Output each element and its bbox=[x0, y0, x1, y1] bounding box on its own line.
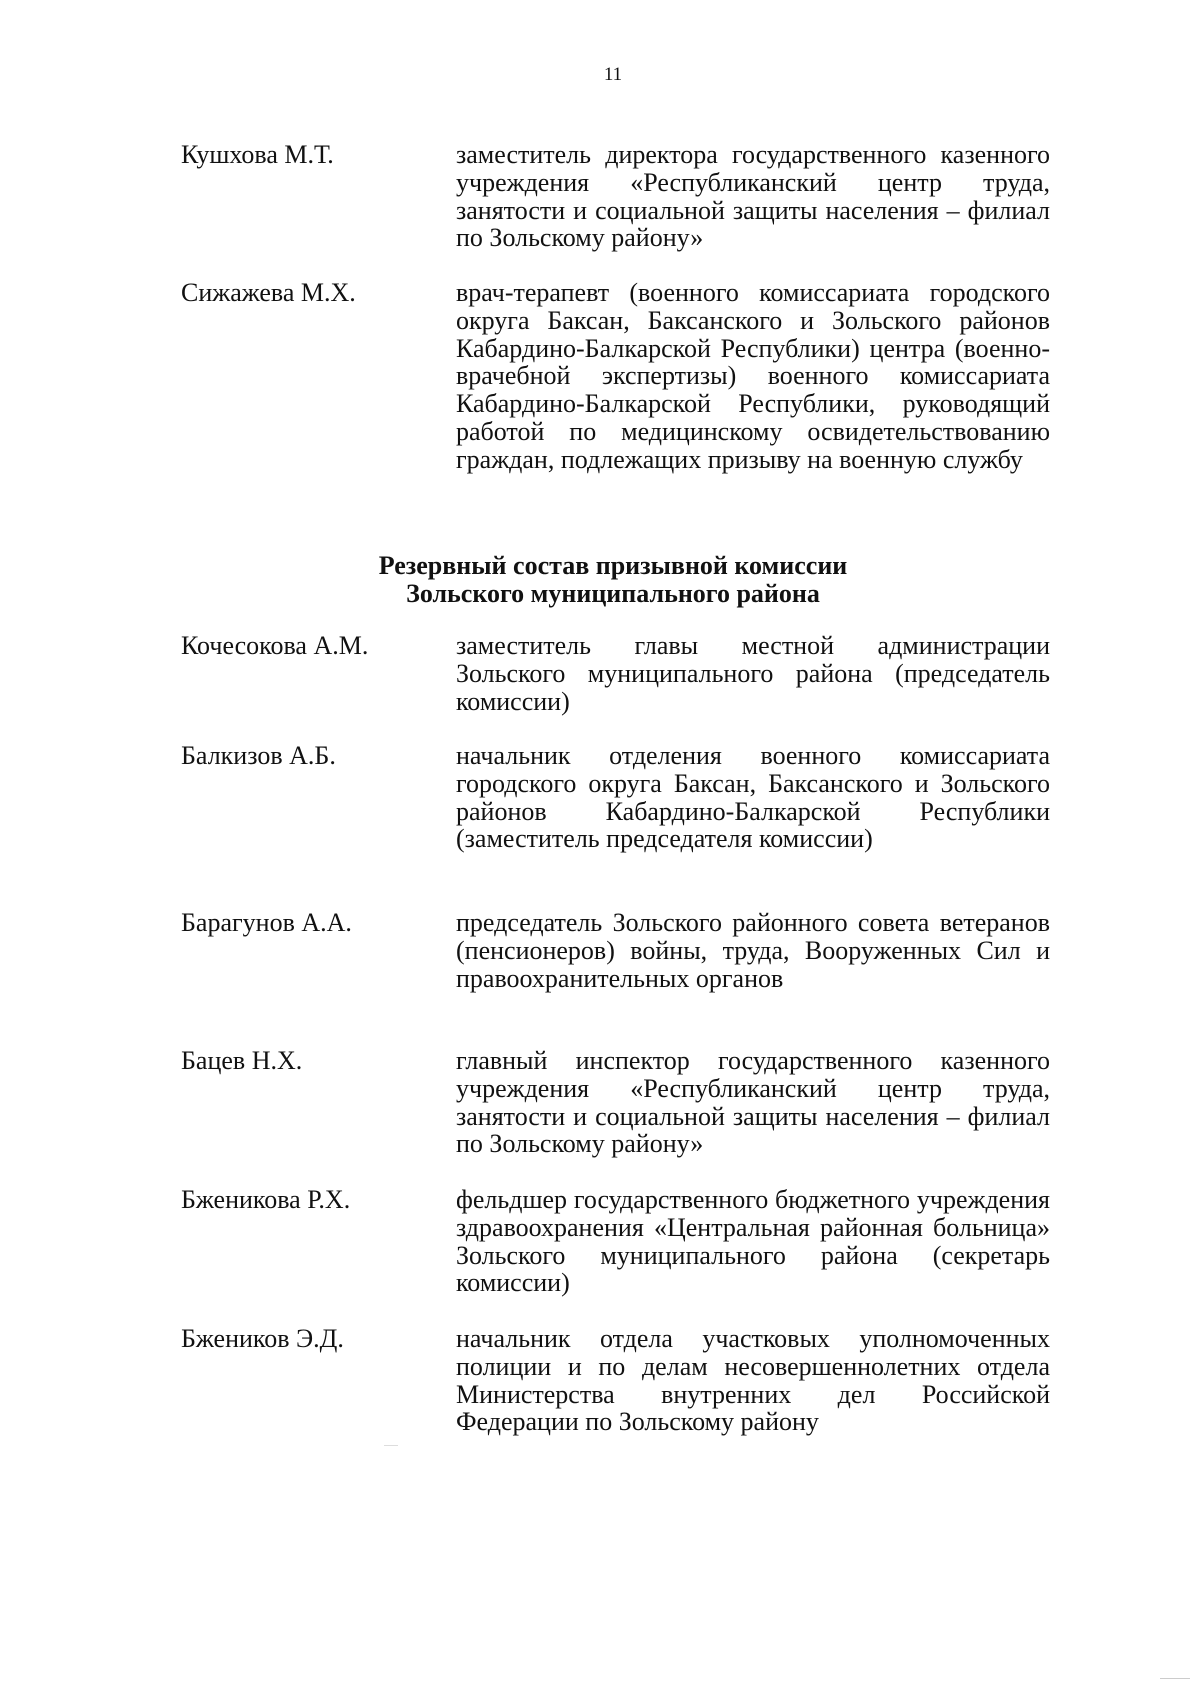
member-name: Сижажева М.Х. bbox=[181, 278, 356, 307]
member-name: Кушхова М.Т. bbox=[181, 140, 334, 169]
reserve-heading-line: Зольского муниципального района bbox=[406, 579, 820, 608]
member-description: заместитель директора государственного казенного учреждения «Республиканский центр труда, занятости и социальной защиты населения – филиал по Зольскому району» bbox=[456, 140, 1050, 253]
member-description: фельдшер государственного бюджетного учреждения здравоохранения «Центральная районная больница» Зольского муниципального района (секретарь комиссии) bbox=[456, 1185, 1050, 1298]
member-description: начальник отделения военного комиссариата городского округа Баксан, Баксанского и Зольского районов Кабардино-Балкарской Республики (заместитель председателя комиссии) bbox=[456, 741, 1050, 854]
member-name: Бжеников Э.Д. bbox=[181, 1324, 344, 1353]
page-number: 11 bbox=[603, 64, 623, 85]
member-name: Балкизов А.Б. bbox=[181, 741, 336, 770]
scan-artifact bbox=[1160, 1678, 1190, 1679]
member-description: председатель Зольского районного совета ветеранов (пенсионеров) войны, труда, Вооруженных Сил и правоохранительных органов bbox=[456, 908, 1050, 993]
member-description: врач-терапевт (военного комиссариата городского округа Баксан, Баксанского и Зольского районов Кабардино-Балкарской Республики) центра (военно-врачебной экспертизы) военного комиссариата Кабардино-Балкарской Республики, руководящий работой по медицинскому освидетельствованию граждан, подлежащих призыву на военную службу bbox=[456, 278, 1050, 474]
member-name: Барагунов А.А. bbox=[181, 908, 352, 937]
member-description: заместитель главы местной администрации Зольского муниципального района (председатель комиссии) bbox=[456, 631, 1050, 716]
member-name: Бацев Н.Х. bbox=[181, 1046, 303, 1075]
scan-artifact bbox=[384, 1445, 398, 1446]
reserve-heading-line: Резервный состав призывной комиссии bbox=[378, 551, 848, 580]
member-name: Бженикова Р.Х. bbox=[181, 1185, 351, 1214]
member-name: Кочесокова А.М. bbox=[181, 631, 369, 660]
member-description: главный инспектор государственного казенного учреждения «Республиканский центр труда, занятости и социальной защиты населения – филиал по Зольскому району» bbox=[456, 1046, 1050, 1159]
reserve-heading bbox=[0, 552, 1200, 608]
member-description: начальник отдела участковых уполномоченных полиции и по делам несовершеннолетних отдела Министерства внутренних дел Российской Федерации по Зольскому району bbox=[456, 1324, 1050, 1437]
